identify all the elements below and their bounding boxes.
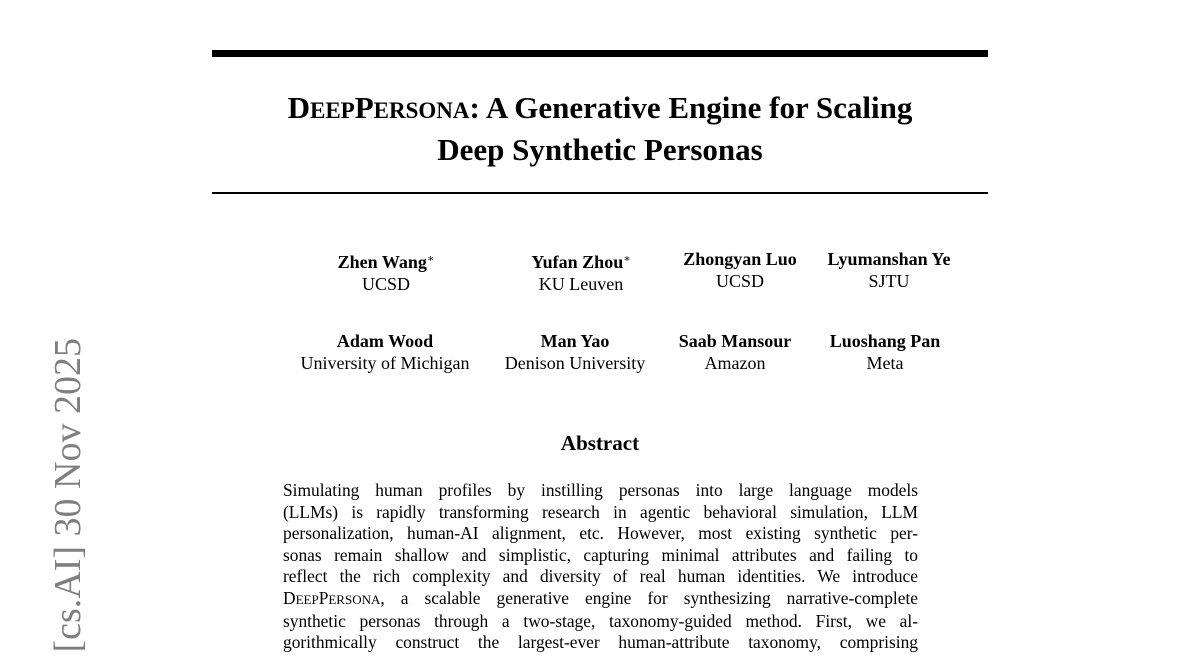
author-name: Adam Wood <box>336 331 434 351</box>
author-affiliation: Meta <box>866 353 904 373</box>
author-block <box>814 248 964 295</box>
abstract-body <box>283 480 918 654</box>
paper-title <box>212 88 988 169</box>
abstract-line: Simulating human profiles by instilling personas into large language models <box>283 480 918 500</box>
title-top-rule <box>212 50 988 57</box>
equal-contribution-mark: ∗ <box>623 253 631 265</box>
author-block <box>290 330 480 374</box>
arxiv-stamp <box>22 330 92 660</box>
author-block <box>480 330 670 374</box>
abstract-smallcaps-rest-2: ERSONA <box>328 591 381 607</box>
abstract-smallcaps-initial-2: P <box>318 587 329 608</box>
author-affiliation: University of Michigan <box>300 353 470 373</box>
author-affiliation: Denison University <box>504 353 646 373</box>
title-line-1 <box>212 88 988 130</box>
author-name: Yufan Zhou∗ <box>531 252 631 272</box>
title-line-2: Deep Synthetic Personas <box>437 132 763 167</box>
author-name: Luoshang Pan <box>829 331 941 351</box>
arxiv-stamp-svg <box>22 330 92 660</box>
equal-contribution-mark: ∗ <box>426 253 435 265</box>
author-block <box>670 330 800 374</box>
abstract-line: synthetic personas through a two-stage, taxonomy-guided method. First, we al- <box>283 610 918 631</box>
author-affiliation: SJTU <box>868 271 910 291</box>
abstract-line: gorithmically construct the largest-ever human-attribute taxonomy, comprising <box>283 632 918 653</box>
abstract-line: sonas remain shallow and simplistic, capturing minimal attributes and failing to <box>283 544 918 565</box>
author-affiliation: UCSD <box>361 274 410 294</box>
abstract-line <box>283 588 918 611</box>
author-block <box>676 248 804 295</box>
abstract-line: reflect the rich complexity and diversity of real human identities. We introduce <box>283 566 918 587</box>
author-affiliation: Amazon <box>704 353 766 373</box>
arxiv-stamp-text: [cs.AI] 30 Nov 2025 <box>47 338 89 653</box>
author-affiliation: KU Leuven <box>538 274 624 294</box>
title-smallcaps-rest-2: ERSONA <box>373 98 470 123</box>
abstract-smallcaps-rest: EEP <box>295 591 319 607</box>
author-block <box>286 248 486 295</box>
abstract-smallcaps-initial: D <box>283 587 296 608</box>
abstract-line: personalization, human-AI alignment, etc. However, most existing synthetic per- <box>283 523 918 544</box>
title-line-1-rest: : A Generative Engine for Scaling <box>469 90 913 125</box>
abstract-line-6-rest: , a scalable generative engine for synthesizing narrative-complete <box>380 587 918 608</box>
author-block <box>810 330 960 374</box>
authors-row-2 <box>290 330 960 374</box>
author-name: Saab Mansour <box>678 331 792 351</box>
title-smallcaps-rest: EEP <box>309 98 355 123</box>
authors-row-1 <box>286 248 964 295</box>
title-smallcaps-initial: D <box>287 90 310 125</box>
author-name: Zhongyan Luo <box>683 249 797 269</box>
author-name: Lyumanshan Ye <box>827 249 951 269</box>
author-affiliation: UCSD <box>715 271 764 291</box>
author-name: Man Yao <box>540 331 610 351</box>
author-block <box>486 248 676 295</box>
title-smallcaps-initial-2: P <box>354 90 374 125</box>
title-bottom-rule <box>212 192 988 194</box>
abstract-heading: Abstract <box>560 431 640 455</box>
abstract-line: (LLMs) is rapidly transforming research in agentic behavioral simulation, LLM <box>283 501 918 522</box>
author-name: Zhen Wang∗ <box>337 252 435 272</box>
